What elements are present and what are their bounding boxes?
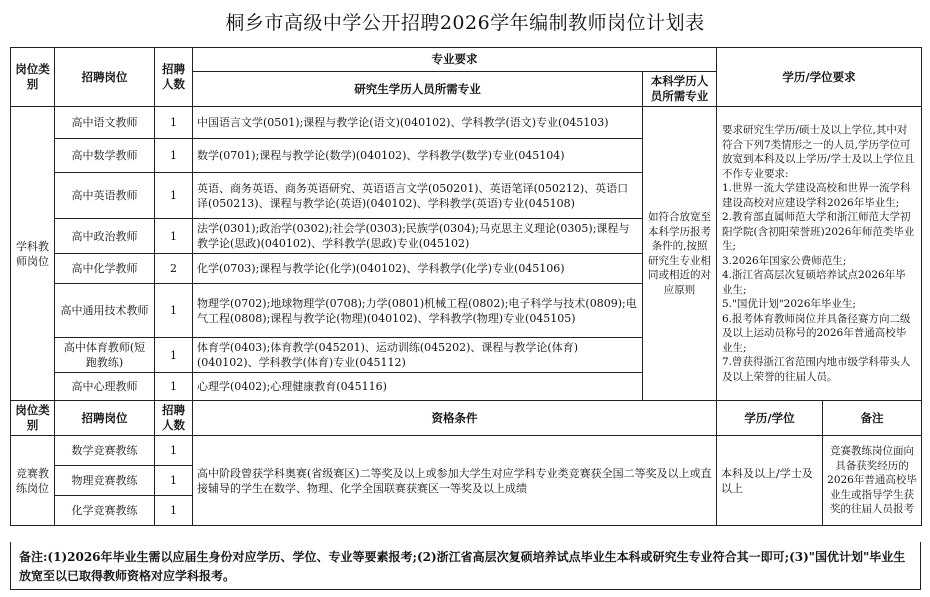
header-count: 招聘人数 (155, 48, 193, 107)
position-cell: 高中政治教师 (55, 219, 155, 254)
header-grad-major: 研究生学历人员所需专业 (193, 72, 643, 107)
count-cell: 1 (155, 496, 193, 526)
table-row (11, 436, 922, 466)
count-cell: 1 (155, 436, 193, 466)
position-cell: 高中英语教师 (55, 173, 155, 219)
count-cell: 1 (155, 107, 193, 139)
header2-position: 招聘岗位 (55, 401, 155, 436)
header-undergrad-major: 本科学历人员所需专业 (643, 72, 717, 107)
position-cell: 高中数学教师 (55, 139, 155, 173)
table-row (11, 107, 922, 139)
position-cell: 高中化学教师 (55, 254, 155, 284)
position-cell: 高中体育教师(短跑教练) (55, 338, 155, 373)
count-cell: 1 (155, 173, 193, 219)
header-category: 岗位类别 (11, 48, 55, 107)
degree-req-cell: 要求研究生学历/硕士及以上学位,其中对符合下列7类情形之一的人员,学历学位可放宽到本科及以上学历/学士及以上学位且不作专业要求: 1.世界一流大学建设高校和世界一流学科建设高校对应建设学科2026年毕业生; 2.教育部直属师范大学和浙江师范大学初阳学院(含初阳荣誉班)2026年师范类毕业生; 3.2026年国家公费师范生; 4.浙江省高层次复硕培养试点2026年毕业生; 5."国优计划"2026年毕业生; 6.报考体育教师岗位并具备径赛方向二级及以上运动员称号的2026年普通高校毕业生; 7.曾获得浙江省范围内地市级学科带头人及以上荣誉的往届人员。 (717, 107, 922, 401)
position-cell: 数学竞赛教练 (55, 436, 155, 466)
major-cell: 法学(0301);政治学(0302);社会学(0303);民族学(0304);马克思主义理论(0305);课程与教学论(思政)(040102)、学科教学(思政)专业(045102) (193, 219, 643, 254)
major-cell: 英语、商务英语、商务英语研究、英语语言文学(050201)、英语笔译(050212)、英语口译(050213)、课程与教学论(英语)(040102)、学科教学(英语)专业(045108) (193, 173, 643, 219)
major-cell: 体育学(0403);体育教学(045201)、运动训练(045202)、课程与教学论(体育)(040102)、学科教学(体育)专业(045112) (193, 338, 643, 373)
contest-degree-cell: 本科及以上/学士及以上 (717, 436, 823, 526)
major-cell: 数学(0701);课程与教学论(数学)(040102)、学科教学(数学)专业(045104) (193, 139, 643, 173)
major-cell: 物理学(0702);地球物理学(0708);力学(0801)机械工程(0802);电子科学与技术(0809);电气工程(0808);课程与教学论(物理)(040102)、学科教学(物理)专业(045105) (193, 284, 643, 338)
header-degree-req: 学历/学位要求 (717, 48, 922, 107)
header-position: 招聘岗位 (55, 48, 155, 107)
subject-category: 学科教师岗位 (11, 107, 55, 401)
count-cell: 1 (155, 373, 193, 401)
header2-category: 岗位类别 (11, 401, 55, 436)
count-cell: 1 (155, 284, 193, 338)
undergrad-major-cell: 如符合放宽至本科学历报考条件的,按照研究生专业相同或相近的对应原则 (643, 107, 717, 401)
count-cell: 1 (155, 466, 193, 496)
qualification-cell: 高中阶段曾获学科奥赛(省级赛区)二等奖及以上或参加大学生对应学科专业类竞赛获全国二等奖及以上或直接辅导的学生在数学、物理、化学全国联赛获赛区一等奖及以上成绩 (193, 436, 717, 526)
major-cell: 心理学(0402);心理健康教育(045116) (193, 373, 643, 401)
position-cell: 化学竞赛教练 (55, 496, 155, 526)
position-cell: 物理竞赛教练 (55, 466, 155, 496)
header2-count: 招聘人数 (155, 401, 193, 436)
page-title: 桐乡市高级中学公开招聘2026学年编制教师岗位计划表 (225, 12, 705, 34)
header2-qualification: 资格条件 (193, 401, 717, 436)
header2-degree: 学历/学位 (717, 401, 823, 436)
footnote: 备注:(1)2026年毕业生需以应届生身份对应学历、学位、专业等要素报考;(2)浙江省高层次复硕培养试点毕业生本科或研究生专业符合其一即可;(3)"国优计划"毕业生放宽至以已取得教师资格对应学科报考。 (10, 542, 921, 590)
count-cell: 2 (155, 254, 193, 284)
major-cell: 中国语言文学(0501);课程与教学论(语文)(040102)、学科教学(语文)专业(045103) (193, 107, 643, 139)
count-cell: 1 (155, 338, 193, 373)
header2-remark: 备注 (823, 401, 922, 436)
header-major-req: 专业要求 (193, 48, 717, 72)
contest-remark-cell: 竞赛教练岗位面向具备获奖经历的2026年普通高校毕业生或指导学生获奖的往届人员报考 (823, 436, 922, 526)
major-cell: 化学(0703);课程与教学论(化学)(040102)、学科教学(化学)专业(045106) (193, 254, 643, 284)
contest-category: 竞赛教练岗位 (11, 436, 55, 526)
count-cell: 1 (155, 139, 193, 173)
position-cell: 高中语文教师 (55, 107, 155, 139)
position-cell: 高中心理教师 (55, 373, 155, 401)
count-cell: 1 (155, 219, 193, 254)
recruitment-table (10, 47, 922, 526)
position-cell: 高中通用技术教师 (55, 284, 155, 338)
